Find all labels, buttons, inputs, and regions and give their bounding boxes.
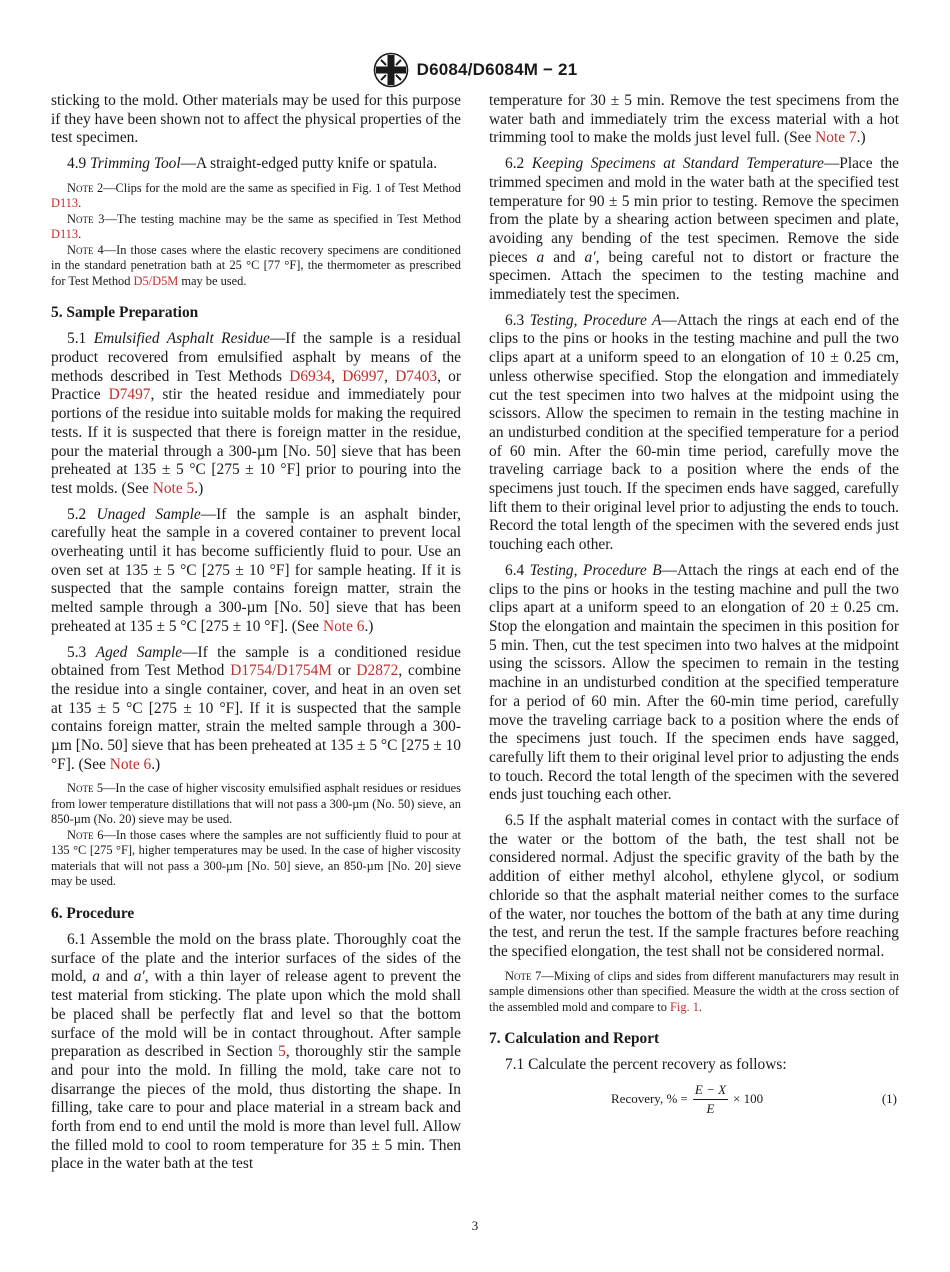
paragraph-6-1-continued: temperature for 30 ± 5 min. Remove the test specimens from the water bath and immediately trim the excess material with a hot trimming tool to make the molds just level full. (See Note 7.) [489,92,899,147]
link-section-5[interactable]: 5 [278,1043,286,1061]
astm-logo-icon [373,52,409,88]
note-3: Note 3—The testing machine may be the same as specified in Test Method D113. [51,211,461,242]
equation-denominator: E [706,1100,715,1116]
paragraph-6-2: 6.2 Keeping Specimens at Standard Temperature—Place the trimmed specimen and mold in the water bath at the specified test temperature for 90 ± 5 min prior to testing. Remove the specimen from the plate by a shearing action between specimen and plate, avoiding any bending of the test specimen. Remove the side pieces a and a′, being careful not to distort or fracture the specimen. Attach the specimen to the testing machine and immediately test the specimen. [489,155,899,304]
link-note-5[interactable]: Note 5 [152,479,195,497]
link-note-6[interactable]: Note 6 [109,755,152,773]
equation-numerator: E − X [693,1082,728,1100]
link-fig-1[interactable]: Fig. 1 [670,999,699,1014]
paragraph-6-5: 6.5 If the asphalt material comes in contact with the surface of the water or the bottom of the bath, the test shall not be considered normal. Adjust the specific gravity of the bath by the addition of either methyl alcohol, ethylene glycol, or sodium chloride so that the asphalt material neither comes to the surface of the water, nor touches the bottom of the bath at any time during the test, and rerun the test. If the sample fractures before reaching the specified elongation, the test shall not be considered normal. [489,812,899,960]
link-d7403[interactable]: D7403 [395,367,438,385]
paragraph-6-4: 6.4 Testing, Procedure B—Attach the rings at each end of the clips to the pins or hooks in the testing machine and pull the two clips apart at a uniform speed to an elongation of 20 ± 0.25 cm. Stop the elongation and maintain the specimen in this position for 5 min. Then, cut the test specimen into two halves at the midpoint using the scissors. Allow the specimen to remain in the testing machine in an undisturbed condition at the specified temperature for a period of 60 min. After the 60-min time period, carefully move the traveling carriage back to a position where the ends of the specimens just touch. If the specimen ends have sagged, carefully lift them to their original level prior to adjusting the ends to touch. Record the total length of the specimen with the severed ends just touching each other. [489,561,899,804]
paragraph-6-3: 6.3 Testing, Procedure A—Attach the rings at each end of the clips to the pins or hooks in the testing machine and pull the two clips apart at a uniform speed to an elongation of 10 ± 0.25 cm, unless otherwise specified. Stop the elongation and immediately cut the test specimen into two halves at the midpoint using the scissors. Allow the specimen to remain in the testing machine in an undisturbed condition at the specified temperature for a period of 60 min. After the 60-min time period, carefully move the traveling carriage back to a position where the ends of the specimens just touch. If the specimen ends have sagged, carefully lift them to their original level prior to adjusting the ends to touch. Record the total length of the specimen with the severed ends just touching each other. [489,311,899,554]
link-note-6[interactable]: Note 6 [322,617,365,635]
equation-body [611,1082,763,1117]
equation-1 [489,1082,899,1117]
equation-lhs: Recovery, % = [611,1091,688,1107]
equation-multiplier: × 100 [733,1091,764,1107]
paragraph-5-3: 5.3 Aged Sample—If the sample is a conditioned residue obtained from Test Method D1754/D1754M or D2872, combine the residue into a single container, cover, and heat in an oven set at 135 ± 5 °C [275 ± 10 °F]. If it is suspected that the sample contains foreign matter, strain the melted sample through a 300-µm [No. 50] sieve that has been preheated at 135 ± 5 °C [275 ± 10 °F]. (See Note 6.) [51,643,462,773]
page-number: 3 [471,1218,479,1233]
link-note-7[interactable]: Note 7 [815,129,857,147]
link-d2872[interactable]: D2872 [356,662,399,680]
link-d113[interactable]: D113 [51,196,79,211]
section-heading-7: 7. Calculation and Report [489,1030,660,1048]
link-d113[interactable]: D113 [51,227,79,242]
equation-number: (1) [881,1091,897,1107]
note-5: Note 5—In the case of higher viscosity emulsified asphalt residues or residues from lower temperature distillations that will not pass a 300-µm (No. 50) sieve, an 850-µm (No. 20) sieve may be used. [51,781,461,827]
paragraph-6-1: 6.1 Assemble the mold on the brass plate. Thoroughly coat the surface of the plate and the interior surfaces of the sides of the mold, a and a′, with a thin layer of release agent to prevent the test material from sticking. The plate upon which the mold shall be placed shall be perfectly flat and level so that the bottom surface of the mold will be in contact throughout. After sample preparation as described in Section 5, thoroughly stir the sample and pour into the mold. In filling the mold, take care not to disarrange the pieces of the mold, thus distorting the shape. In filling, take care to pour and place material in a stream back and forth from end to end until the mold is more than level full. Allow the filled mold to cool to room temperature for 35 ± 5 min. Then place in the water bath at the test [51,930,461,1173]
paragraph-5-1: 5.1 Emulsified Asphalt Residue—If the sample is a residual product recovered from emulsified asphalt by means of the methods described in Test Methods D6934, D6997, D7403, or Practice D7497, stir the heated residue and immediately pour portions of the residue into suitable molds for making the required tests. If it is suspected that there is foreign matter in the residue, pour the material through a 300-µm [No. 50] sieve that has been preheated at 135 ± 5 °C [275 ± 10 °F] prior to pouring into the test molds. (See Note 5.) [51,330,461,497]
paragraph-7-1: 7.1 Calculate the percent recovery as follows: [505,1056,787,1074]
paragraph-4-9: 4.9 Trimming Tool—A straight-edged putty knife or spatula. [67,155,438,173]
link-d7497[interactable]: D7497 [108,386,151,404]
note-6: Note 6—In those cases where the samples are not sufficiently fluid to pour at 135 °C [275 °F], higher temperatures may be used. In the case of higher viscosity materials that will not pass a 300-µm [No. 50] sieve, an 850-µm [No. 20] sieve may be used. [51,827,461,889]
continued-paragraph: sticking to the mold. Other materials may be used for this purpose if they have been shown not to affect the physical properties of the test specimen. [51,92,462,147]
right-column [489,92,899,1117]
link-d6997[interactable]: D6997 [342,367,385,385]
paragraph-5-2: 5.2 Unaged Sample—If the sample is an asphalt binder, carefully heat the sample in a covered container to prevent local overheating until it has become sufficiently fluid to pour. Use an oven set at 135 ± 5 °C [275 ± 10 °F] for sample heating. If it is suspected that the sample contains foreign matter, strain the melted sample through a 300-µm [No. 50] sieve that has been preheated at 135 ± 5 °C [275 ± 10 °F]. (See Note 6.) [51,505,462,635]
link-d5[interactable]: D5/D5M [133,273,179,288]
page-header [0,52,950,93]
left-column [51,92,461,1181]
standard-designation: D6084/D6084M − 21 [416,60,578,79]
note-2: Note 2—Clips for the mold are the same as specified in Fig. 1 of Test Method D113. [51,180,461,211]
section-heading-6: 6. Procedure [51,904,135,922]
section-heading-5: 5. Sample Preparation [51,304,199,322]
note-4: Note 4—In those cases where the elastic recovery specimens are conditioned in the standard penetration bath at 25 °C [77 °F], the thermometer as prescribed for Test Method D5/D5M may be used. [51,242,461,288]
link-d1754[interactable]: D1754/D1754M [230,662,332,680]
note-7: Note 7—Mixing of clips and sides from different manufacturers may result in sample dimensions other than specified. Measure the width at the cross section of the assembled mold and compare to Fig. 1. [489,968,899,1014]
equation-fraction [693,1082,728,1117]
link-d6934[interactable]: D6934 [289,367,332,385]
